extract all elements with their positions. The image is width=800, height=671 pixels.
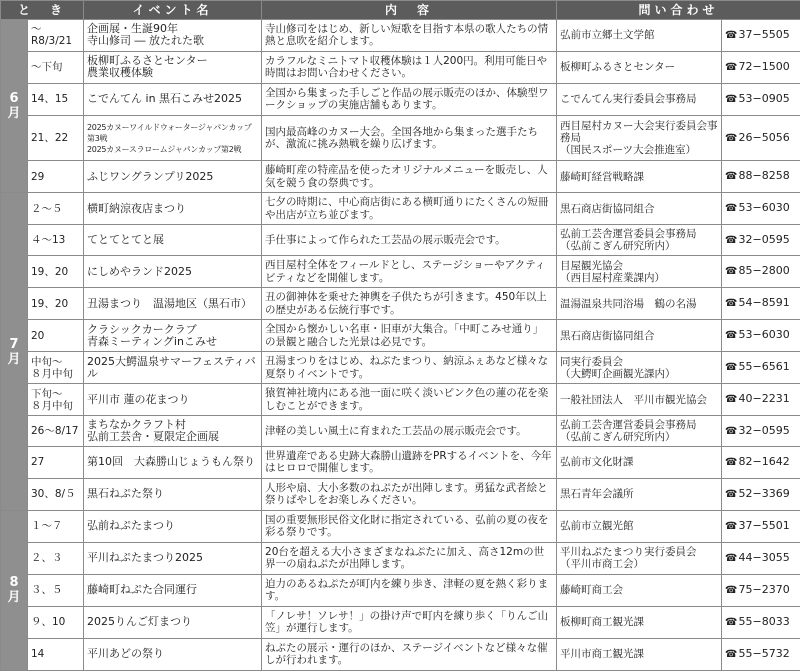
- event-detail: 猿賀神社境内にある池一面に咲く淡いピンク色の蓮の花を楽しむことができます。: [262, 384, 557, 416]
- contact-phone: [722, 606, 800, 638]
- phone-number: 88−8258: [738, 169, 790, 183]
- event-date: 19、20: [28, 256, 84, 288]
- contact-phone: [722, 193, 800, 225]
- event-date: ２〜５: [28, 193, 84, 225]
- phone-number: 85−2800: [738, 264, 790, 278]
- event-date: 〜 R8/3/21: [28, 20, 84, 52]
- contact-organization: 平川市商工観光課: [557, 638, 722, 670]
- phone-number: 75−2370: [738, 582, 790, 596]
- event-name: 黒石ねぷた祭り: [84, 478, 262, 510]
- table-row: [1, 115, 800, 161]
- event-date: 26〜8/17: [28, 416, 84, 447]
- contact-phone: [722, 542, 800, 574]
- event-date: 29: [28, 161, 84, 193]
- contact-phone: [722, 225, 800, 256]
- event-date: 19、20: [28, 288, 84, 320]
- event-detail: 人形や扇、大小多数のねぷたが出陣します。勇猛な武者絵と祭りばやしをお楽しみください。: [262, 478, 557, 510]
- contact-phone: [722, 83, 800, 115]
- table-row: [1, 606, 800, 638]
- contact-organization: 平川ねぷたまつり実行委員会 （平川市商工会）: [557, 542, 722, 574]
- month-label: 8月: [7, 575, 21, 606]
- table-row: [1, 320, 800, 352]
- event-detail: ねぷたの展示・運行のほか、ステージイベントなど様々な催しが行われます。: [262, 638, 557, 670]
- contact-organization: 板柳町商工観光課: [557, 606, 722, 638]
- phone-icon: ☎: [725, 552, 738, 564]
- event-date: 〜下旬: [28, 51, 84, 83]
- table-row: [1, 446, 800, 478]
- phone-number: 53−6030: [738, 201, 790, 215]
- phone-number: 32−0595: [738, 423, 790, 437]
- event-date: 21、22: [28, 115, 84, 161]
- table-header-row: [1, 1, 800, 20]
- phone-icon: ☎: [725, 394, 738, 406]
- table-row: [1, 225, 800, 256]
- phone-number: 32−0595: [738, 232, 790, 246]
- contact-organization: 弘前市文化財課: [557, 446, 722, 478]
- table-row: [1, 288, 800, 320]
- contact-phone: [722, 256, 800, 288]
- phone-icon: ☎: [725, 132, 738, 144]
- contact-organization: こでんてん実行委員会事務局: [557, 83, 722, 115]
- contact-organization: 藤崎町経営戦略課: [557, 161, 722, 193]
- event-name: 丑湯まつり 温湯地区（黒石市）: [84, 288, 262, 320]
- event-date: ９、10: [28, 606, 84, 638]
- event-detail: 世界遺産である史跡大森勝山遺跡をPRするイベントを、今年はヒロロで開催します。: [262, 446, 557, 478]
- event-date: １〜７: [28, 510, 84, 542]
- contact-phone: [722, 478, 800, 510]
- table-row: [1, 161, 800, 193]
- event-detail: 全国から集まった手しごと作品の展示販売のほか、体験型ワークショップの実施店舗もあります。: [262, 83, 557, 115]
- table-row: [1, 510, 800, 542]
- event-name: 平川市 蓮の花まつり: [84, 384, 262, 416]
- phone-icon: ☎: [725, 616, 738, 628]
- event-name: 平川ねぷたまつり2025: [84, 542, 262, 574]
- contact-phone: [722, 352, 800, 384]
- phone-number: 55−8033: [738, 614, 790, 628]
- table-row: [1, 416, 800, 447]
- phone-icon: ☎: [725, 266, 738, 278]
- event-name: 2025りんご灯まつり: [84, 606, 262, 638]
- event-date: 下旬〜 ８月中旬: [28, 384, 84, 416]
- phone-number: 82−1642: [738, 454, 790, 468]
- event-detail: 七夕の時期に、中心商店街にある横町通りにたくさんの短冊や出店が立ち並びます。: [262, 193, 557, 225]
- table-row: [1, 20, 800, 52]
- phone-icon: ☎: [725, 520, 738, 532]
- event-name: ふじワングランプリ2025: [84, 161, 262, 193]
- phone-icon: ☎: [725, 362, 738, 374]
- contact-organization: 目屋観光協会 （西目屋村産業課内）: [557, 256, 722, 288]
- event-detail: 津軽の美しい風土に育まれた工芸品の展示販売会です。: [262, 416, 557, 447]
- table-body: [1, 20, 800, 671]
- contact-phone: [722, 288, 800, 320]
- month-label: 7月: [7, 336, 21, 367]
- phone-number: 52−3369: [738, 486, 790, 500]
- phone-number: 54−8591: [738, 296, 790, 310]
- table-row: [1, 83, 800, 115]
- event-date: ４〜13: [28, 225, 84, 256]
- header-contact: 問い合わせ: [557, 1, 800, 20]
- event-name: 企画展・生誕90年 寺山修司 ― 放たれた歌: [84, 20, 262, 52]
- contact-phone: [722, 320, 800, 352]
- event-name: 横町納涼夜店まつり: [84, 193, 262, 225]
- table-row: [1, 193, 800, 225]
- phone-icon: ☎: [725, 203, 738, 215]
- contact-organization: 黒石青年会議所: [557, 478, 722, 510]
- event-name: クラシックカークラブ 青森ミーティングinこみせ: [84, 320, 262, 352]
- month-label-cell: [1, 20, 28, 193]
- phone-icon: ☎: [725, 234, 738, 246]
- contact-organization: 藤崎町商工会: [557, 574, 722, 606]
- contact-phone: [722, 115, 800, 161]
- phone-number: 26−5056: [738, 130, 790, 144]
- event-detail: カラフルなミニトマト収穫体験は１人200円。利用可能日や時間はお問い合わせください。: [262, 51, 557, 83]
- table-row: [1, 638, 800, 670]
- event-name: 板柳町ふるさとセンター 農業収穫体験: [84, 51, 262, 83]
- event-date: 27: [28, 446, 84, 478]
- phone-number: 40−2231: [738, 392, 790, 406]
- event-date: ３、５: [28, 574, 84, 606]
- table-row: [1, 51, 800, 83]
- contact-organization: 温湯温泉共同浴場 鶴の名湯: [557, 288, 722, 320]
- contact-phone: [722, 574, 800, 606]
- phone-number: 37−5505: [738, 27, 790, 41]
- phone-number: 55−6561: [738, 360, 790, 374]
- contact-organization: 弘前市立観光館: [557, 510, 722, 542]
- event-date: 20: [28, 320, 84, 352]
- header-detail: 内 容: [262, 1, 557, 20]
- contact-organization: 西目屋村カヌー大会実行委員会事務局 （国民スポーツ大会推進室）: [557, 115, 722, 161]
- contact-phone: [722, 416, 800, 447]
- event-name: 2025大鰐温泉サマーフェスティバル: [84, 352, 262, 384]
- contact-organization: 弘前工芸舎運営委員会事務局 （弘前こぎん研究所内）: [557, 225, 722, 256]
- event-date: 14、15: [28, 83, 84, 115]
- contact-phone: [722, 384, 800, 416]
- phone-icon: ☎: [725, 61, 738, 73]
- event-name: 藤崎町ねぷた合同運行: [84, 574, 262, 606]
- month-label: 6月: [7, 91, 21, 122]
- event-detail: 全国から懐かしい名車・旧車が大集合。「中町こみせ通り」の景観と融合した光景は必見です。: [262, 320, 557, 352]
- event-name: にしめやランド2025: [84, 256, 262, 288]
- contact-phone: [722, 51, 800, 83]
- phone-icon: ☎: [725, 29, 738, 41]
- table-row: [1, 352, 800, 384]
- phone-number: 55−5732: [738, 646, 790, 660]
- phone-number: 44−3055: [738, 550, 790, 564]
- phone-number: 37−5501: [738, 518, 790, 532]
- contact-organization: 板柳町ふるさとセンター: [557, 51, 722, 83]
- event-detail: 国の重要無形民俗文化財に指定されている、弘前の夏の夜を彩る祭りです。: [262, 510, 557, 542]
- contact-organization: 同実行委員会 （大鰐町企画観光課内）: [557, 352, 722, 384]
- event-date: 30、8/５: [28, 478, 84, 510]
- phone-icon: ☎: [725, 171, 738, 183]
- table-row: [1, 256, 800, 288]
- table-row: [1, 478, 800, 510]
- phone-icon: ☎: [725, 425, 738, 437]
- event-date: 14: [28, 638, 84, 670]
- event-name: 弘前ねぷたまつり: [84, 510, 262, 542]
- event-name: まちなかクラフト村 弘前工芸舎・夏限定企画展: [84, 416, 262, 447]
- event-detail: 手仕事によって作られた工芸品の展示販売会です。: [262, 225, 557, 256]
- event-detail: 丑の御神体を乗せた神輿を子供たちが引きます。450年以上の歴史がある伝統行事です。: [262, 288, 557, 320]
- phone-icon: ☎: [725, 330, 738, 342]
- contact-organization: 一般社団法人 平川市観光協会: [557, 384, 722, 416]
- phone-icon: ☎: [725, 298, 738, 310]
- table-row: [1, 542, 800, 574]
- phone-number: 53−6030: [738, 328, 790, 342]
- phone-number: 53−0905: [738, 91, 790, 105]
- event-detail: 国内最高峰のカヌー大会。全国各地から集まった選手たちが、激流に挑み熱戦を繰り広げます。: [262, 115, 557, 161]
- contact-organization: 弘前市立郷土文学館: [557, 20, 722, 52]
- phone-icon: ☎: [725, 456, 738, 468]
- event-date: ２、３: [28, 542, 84, 574]
- header-date: と き: [1, 1, 84, 20]
- event-detail: 丑湯まつりをはじめ、ねぶたまつり、納涼ふぇあなど様々な夏祭りイベントです。: [262, 352, 557, 384]
- event-detail: 20台を超える大小さまざまなねぷたに加え、高さ12mの世界一の扇ねぷたが出陣します。: [262, 542, 557, 574]
- contact-organization: 弘前工芸舎運営委員会事務局 （弘前こぎん研究所内）: [557, 416, 722, 447]
- event-detail: 西目屋村全体をフィールドとし、ステージショーやアクティビティなどを開催します。: [262, 256, 557, 288]
- table-row: [1, 384, 800, 416]
- phone-icon: ☎: [725, 648, 738, 660]
- event-name: 平川あどの祭り: [84, 638, 262, 670]
- contact-organization: 黒石商店街協同組合: [557, 320, 722, 352]
- event-name: 第10回 大森勝山じょうもん祭り: [84, 446, 262, 478]
- event-detail: 藤崎町産の特産品を使ったオリジナルメニューを販売し、人気を競う食の祭典です。: [262, 161, 557, 193]
- event-name: 2025カヌーワイルドウォータージャパンカップ第3戦 2025カヌースラロームジャパンカップ第2戦: [84, 115, 262, 161]
- contact-phone: [722, 510, 800, 542]
- table-row: [1, 574, 800, 606]
- phone-number: 72−1500: [738, 59, 790, 73]
- month-label-cell: [1, 510, 28, 670]
- event-detail: 「ノレサ！ソレサ！」の掛け声で町内を練り歩く「りんご山笠」が運行します。: [262, 606, 557, 638]
- phone-icon: ☎: [725, 93, 738, 105]
- contact-phone: [722, 161, 800, 193]
- phone-icon: ☎: [725, 584, 738, 596]
- event-detail: 迫力のあるねぷたが町内を練り歩き、津軽の夏を熱く彩ります。: [262, 574, 557, 606]
- header-event: イベント名: [84, 1, 262, 20]
- month-label-cell: [1, 193, 28, 510]
- contact-phone: [722, 20, 800, 52]
- event-date: 中旬〜 ８月中旬: [28, 352, 84, 384]
- contact-organization: 黒石商店街協同組合: [557, 193, 722, 225]
- phone-icon: ☎: [725, 488, 738, 500]
- event-name: てとてとてと展: [84, 225, 262, 256]
- contact-phone: [722, 638, 800, 670]
- contact-phone: [722, 446, 800, 478]
- event-detail: 寺山修司をはじめ、新しい短歌を目指す本県の歌人たちの情熱と息吹を紹介します。: [262, 20, 557, 52]
- event-name: こでんてん in 黒石こみせ2025: [84, 83, 262, 115]
